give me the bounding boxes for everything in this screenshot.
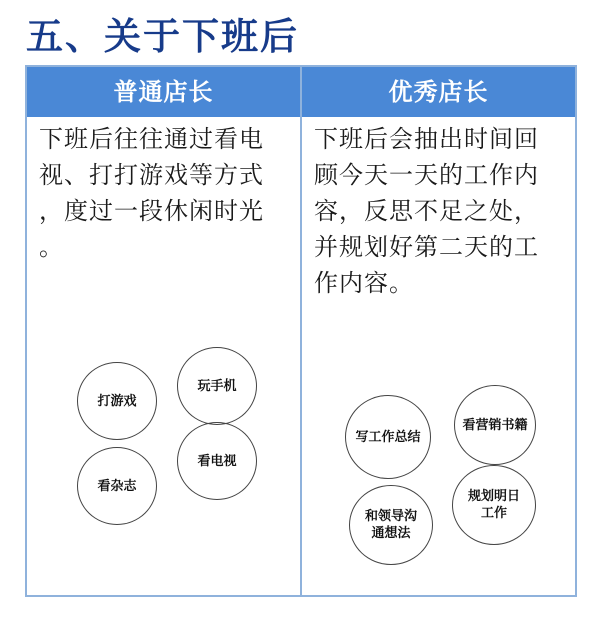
description-line: 下班后会抽出时间回	[314, 125, 539, 153]
excellent-manager-description	[314, 121, 539, 301]
page-title: 五、关于下班后	[26, 15, 299, 58]
bubble-play-games: 打游戏	[77, 362, 157, 440]
normal-manager-description	[39, 121, 264, 265]
header-excellent-manager: 优秀店长	[388, 78, 489, 106]
bubble-read-magazine: 看杂志	[77, 447, 157, 525]
bubble-read-marketing-books: 看营销书籍	[454, 385, 536, 465]
description-line: 顾今天一天的工作内	[314, 161, 539, 189]
description-line: 。	[39, 233, 64, 261]
description-line: 并规划好第二天的工	[314, 233, 539, 261]
comparison-table	[25, 65, 577, 597]
table-header	[27, 67, 575, 117]
bubble-plan-tomorrow: 规划明日工作	[452, 465, 536, 545]
column-divider	[300, 117, 302, 595]
description-line: 作内容。	[314, 269, 414, 297]
header-normal-manager: 普通店长	[113, 78, 214, 106]
description-line: 下班后往往通过看电	[39, 125, 264, 153]
description-line: 容，反思不足之处，	[314, 197, 539, 225]
description-line: ，度过一段休闲时光	[39, 197, 264, 225]
bubble-communicate-with-leader: 和领导沟通想法	[349, 485, 433, 565]
bubble-watch-tv: 看电视	[177, 422, 257, 500]
bubble-write-summary: 写工作总结	[345, 395, 431, 479]
bubble-play-phone: 玩手机	[177, 347, 257, 425]
description-line: 视、打打游戏等方式	[39, 161, 264, 189]
